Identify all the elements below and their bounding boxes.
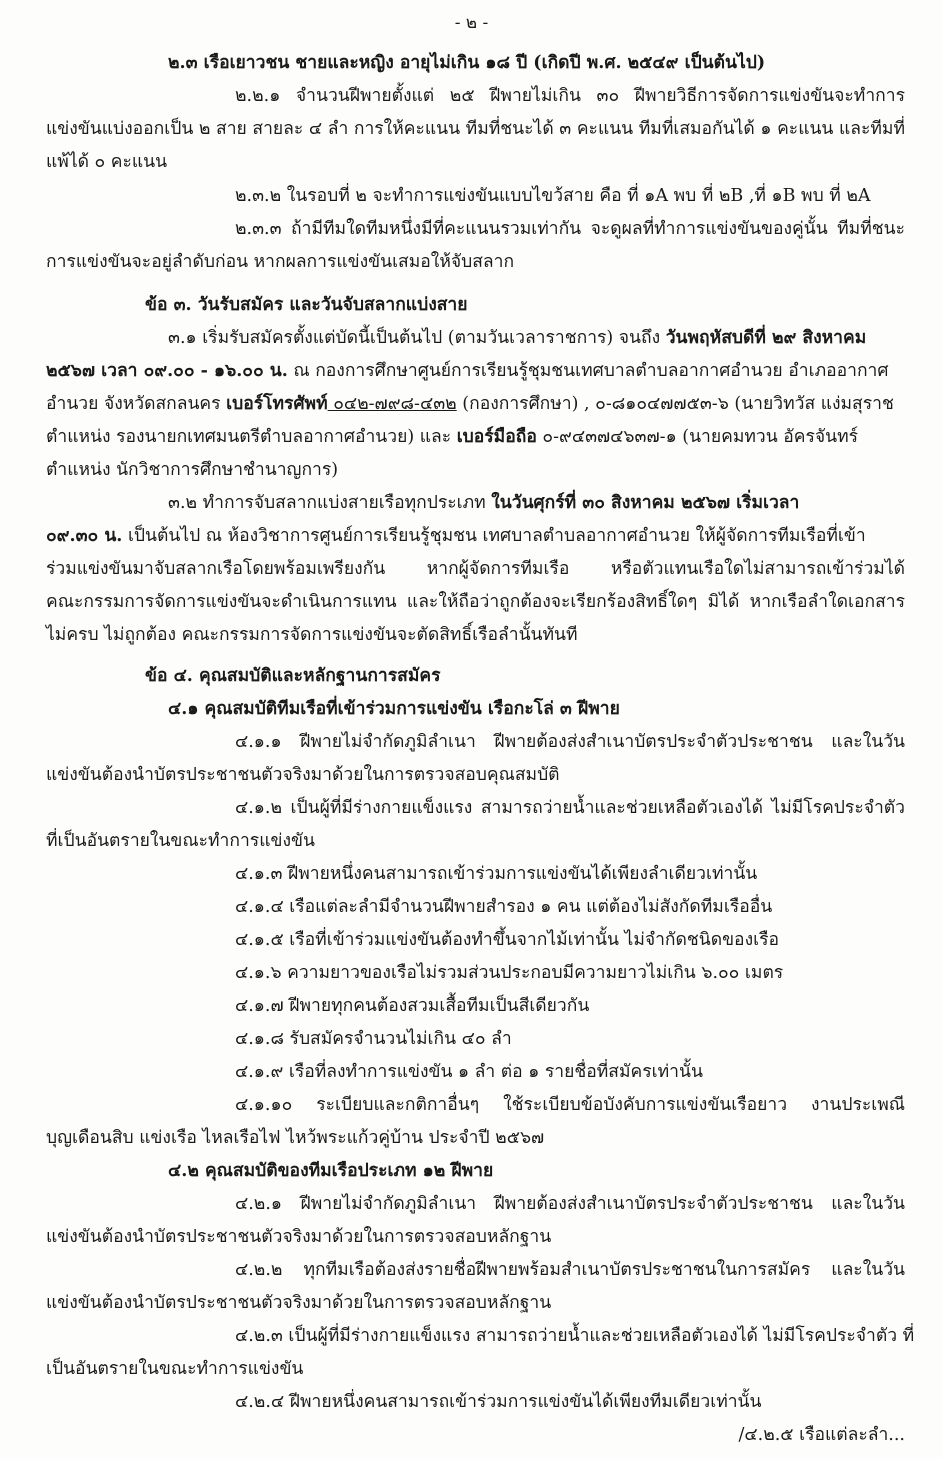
clause-4-1-9: ๔.๑.๙ เรือที่ลงทำการแข่งขัน ๑ ลำ ต่อ ๑ รายชื่อที่สมัครเท่านั้น xyxy=(235,1062,703,1082)
article-3-heading: ข้อ ๓. วันรับสมัคร และวันจับสลากแบ่งสาย xyxy=(145,295,468,315)
clause-3-1-line-1 xyxy=(168,323,866,353)
clause-4-1-10-line-2: บุญเดือนสิบ แข่งเรือ ไหลเรือไฟ ไหว้พระแก้วคู่บ้าน ประจำปี ๒๕๖๗ xyxy=(46,1128,545,1148)
draw-location: เป็นต้นไป ณ ห้องวิชาการศูนย์การเรียนรู้ชุมชน เทศบาลตำบลอากาศอำนวย ให้ผู้จัดการทีมเรือที่เข้า xyxy=(122,526,866,546)
clause-3-1-line-3 xyxy=(46,389,894,419)
phone-number: ๐๔๒-๗๙๘-๔๓๒ xyxy=(327,394,457,414)
clause-4-1-4: ๔.๑.๔ เรือแต่ละลำมีจำนวนฝีพายสำรอง ๑ คน แต่ต้องไม่สังกัดทีมเรืออื่น xyxy=(235,897,773,917)
clause-4-1-6: ๔.๑.๖ ความยาวของเรือไม่รวมส่วนประกอบมีความยาวไม่เกิน ๖.๐๐ เมตร xyxy=(235,963,784,983)
draw-time: ๐๙.๓๐ น. xyxy=(46,526,123,546)
clause-3-2-line-2 xyxy=(46,521,866,551)
clause-4-1-7: ๔.๑.๗ ฝีพายทุกคนต้องสวมเสื้อทีมเป็นสีเดียวกัน xyxy=(235,996,590,1016)
clause-3-1-line-5: ตำแหน่ง นักวิชาการศึกษาชำนาญการ) xyxy=(46,460,339,480)
clause-4-1-1-line-2: แข่งขันต้องนำบัตรประชาชนตัวจริงมาด้วยในการตรวจสอบคุณสมบัติ xyxy=(46,765,560,785)
section-2-3-heading: ๒.๓ เรือเยาวชน ชายและหญิง อายุไม่เกิน ๑๘ ปี (เกิดปี พ.ศ. ๒๕๔๙ เป็นต้นไป) xyxy=(168,53,766,73)
page-number: - ๒ - xyxy=(454,13,489,33)
registration-location: ณ กองการศึกษาศูนย์การเรียนรู้ชุมชนเทศบาลตำบลอากาศอำนวย อำเภออากาศ xyxy=(287,361,889,381)
clause-4-2-3-line-1: ๔.๒.๓ เป็นผู้ที่มีร่างกายแข็งแรง สามารถว่ายน้ำและช่วยเหลือตัวเองได้ ไม่มีโรคประจำตัว ที่ xyxy=(235,1326,915,1346)
section-4-2-heading: ๔.๒ คุณสมบัติของทีมเรือประเภท ๑๒ ฝีพาย xyxy=(168,1161,494,1181)
deadline-date: วันพฤหัสบดีที่ ๒๙ สิงหาคม xyxy=(665,328,867,348)
clause-2-3-1-line-2: แข่งขันแบ่งออกเป็น ๒ สาย สายละ ๔ ลำ การให้คะแนน ทีมที่ชนะได้ ๓ คะแนน ทีมที่เสมอกันได้ ๑ คะแนน และทีมที่ xyxy=(46,119,905,139)
clause-3-1-line-2 xyxy=(46,356,888,386)
clause-4-2-2-line-2: แข่งขันต้องนำบัตรประชาชนตัวจริงมาด้วยในการตรวจสอบหลักฐาน xyxy=(46,1293,552,1313)
draw-date: ในวันศุกร์ที่ ๓๐ สิงหาคม ๒๕๖๗ เริ่มเวลา xyxy=(491,493,800,513)
clause-2-3-3-line-1: ๒.๓.๓ ถ้ามีทีมใดทีมหนึ่งมีที่คะแนนรวมเท่ากัน จะดูผลที่ทำการแข่งขันของคู่นั้น ทีมที่ชนะ xyxy=(235,219,905,239)
mobile-contact: ๐-๙๔๓๗๔๖๓๗-๑ (นายคมทวน อัครจันทร์ xyxy=(536,427,859,447)
clause-3-1-text: ๓.๑ เริ่มรับสมัครตั้งแต่บัดนี้เป็นต้นไป (ตามวันเวลาราชการ) จนถึง xyxy=(168,328,666,348)
clause-4-1-3: ๔.๑.๓ ฝีพายหนึ่งคนสามารถเข้าร่วมการแข่งขันได้เพียงลำเดียวเท่านั้น xyxy=(235,864,758,884)
clause-4-1-10-line-1: ๔.๑.๑๐ ระเบียบและกติกาอื่นๆ ใช้ระเบียบข้อบังคับการแข่งขันเรือยาว งานประเพณี xyxy=(235,1095,905,1115)
position-text: ตำแหน่ง รองนายกเทศมนตรีตำบลอากาศอำนวย) และ xyxy=(46,427,457,447)
article-4-heading: ข้อ ๔. คุณสมบัติและหลักฐานการสมัคร xyxy=(145,666,441,686)
clause-4-1-2-line-2: ที่เป็นอันตรายในขณะทำการแข่งขัน xyxy=(46,831,315,851)
clause-4-2-2-line-1: ๔.๒.๒ ทุกทีมเรือต้องส่งรายชื่อฝีพายพร้อมสำเนาบัตรประชาชนในการสมัคร และในวัน xyxy=(235,1260,905,1280)
clause-2-3-2: ๒.๓.๒ ในรอบที่ ๒ จะทำการแข่งขันแบบไขว้สาย คือ ที่ ๑A พบ ที่ ๒B ,ที่ ๑B พบ ที่ ๒A xyxy=(235,186,871,206)
clause-4-2-4: ๔.๒.๔ ฝีพายหนึ่งคนสามารถเข้าร่วมการแข่งขันได้เพียงทีมเดียวเท่านั้น xyxy=(235,1392,762,1412)
clause-3-2-text: ๓.๒ ทำการจับสลากแบ่งสายเรือทุกประเภท xyxy=(168,493,492,513)
clause-4-1-2-line-1: ๔.๑.๒ เป็นผู้ที่มีร่างกายแข็งแรง สามารถว่ายน้ำและช่วยเหลือตัวเองได้ ไม่มีโรคประจำตัว xyxy=(235,798,905,818)
clause-2-3-1-line-1: ๒.๒.๑ จำนวนฝีพายตั้งแต่ ๒๕ ฝีพายไม่เกิน ๓๐ ฝีพายวิธีการจัดการแข่งขันจะทำการ xyxy=(235,86,905,106)
clause-4-1-1-line-1: ๔.๑.๑ ฝีพายไม่จำกัดภูมิลำเนา ฝีพายต้องส่งสำเนาบัตรประจำตัวประชาชน และในวัน xyxy=(235,732,905,752)
clause-3-2-line-3: ร่วมแข่งขันมาจับสลากเรือโดยพร้อมเพรียงกัน หากผู้จัดการทีมเรือ หรือตัวแทนเรือใดไม่สามารถเข้าร่วมได้ xyxy=(46,559,905,579)
mobile-label: เบอร์มือถือ xyxy=(456,427,537,447)
clause-3-2-line-4: คณะกรรมการจัดการแข่งขันจะดำเนินการแทน และให้ถือว่าถูกต้องจะเรียกร้องสิทธิ์ใดๆ มิได้ หากเรือลำใดเอกสาร xyxy=(46,592,905,612)
clause-2-3-3-line-2: การแข่งขันจะอยู่ลำดับก่อน หากผลการแข่งขันเสมอให้จับสลาก xyxy=(46,252,515,272)
clause-3-2-line-5: ไม่ครบ ไม่ถูกต้อง คณะกรรมการจัดการแข่งขันจะตัดสิทธิ์เรือลำนั้นทันที xyxy=(46,625,578,645)
phone-label: เบอร์โทรศัพท์ xyxy=(226,394,328,414)
province-text: อำนวย จังหวัดสกลนคร xyxy=(46,394,227,414)
clause-4-2-3-line-2: เป็นอันตรายในขณะทำการแข่งขัน xyxy=(46,1359,304,1379)
deadline-time: ๒๕๖๗ เวลา ๐๙.๐๐ - ๑๖.๐๐ น. xyxy=(46,361,288,381)
clause-3-1-line-4 xyxy=(46,422,858,452)
clause-4-2-1-line-1: ๔.๒.๑ ฝีพายไม่จำกัดภูมิลำเนา ฝีพายต้องส่งสำเนาบัตรประจำตัวประชาชน และในวัน xyxy=(235,1194,905,1214)
clause-3-2-line-1 xyxy=(168,488,799,518)
clause-2-3-1-line-3: แพ้ได้ ๐ คะแนน xyxy=(46,152,168,172)
phone-contacts: (กองการศึกษา) , ๐-๘๑๐๔๗๗๕๓-๖ (นายวิทวัส แง่มสุราช xyxy=(456,394,894,414)
clause-4-1-5: ๔.๑.๕ เรือที่เข้าร่วมแข่งขันต้องทำขึ้นจากไม้เท่านั้น ไม่จำกัดชนิดของเรือ xyxy=(235,930,780,950)
section-4-1-heading: ๔.๑ คุณสมบัติทีมเรือที่เข้าร่วมการแข่งขัน เรือกะโล่ ๓ ฝีพาย xyxy=(168,699,620,719)
clause-4-1-8: ๔.๑.๘ รับสมัครจำนวนไม่เกิน ๔๐ ลำ xyxy=(235,1029,512,1049)
continuation-marker: /๔.๒.๕ เรือแต่ละลำ... xyxy=(738,1425,905,1445)
clause-4-2-1-line-2: แข่งขันต้องนำบัตรประชาชนตัวจริงมาด้วยในการตรวจสอบหลักฐาน xyxy=(46,1227,552,1247)
